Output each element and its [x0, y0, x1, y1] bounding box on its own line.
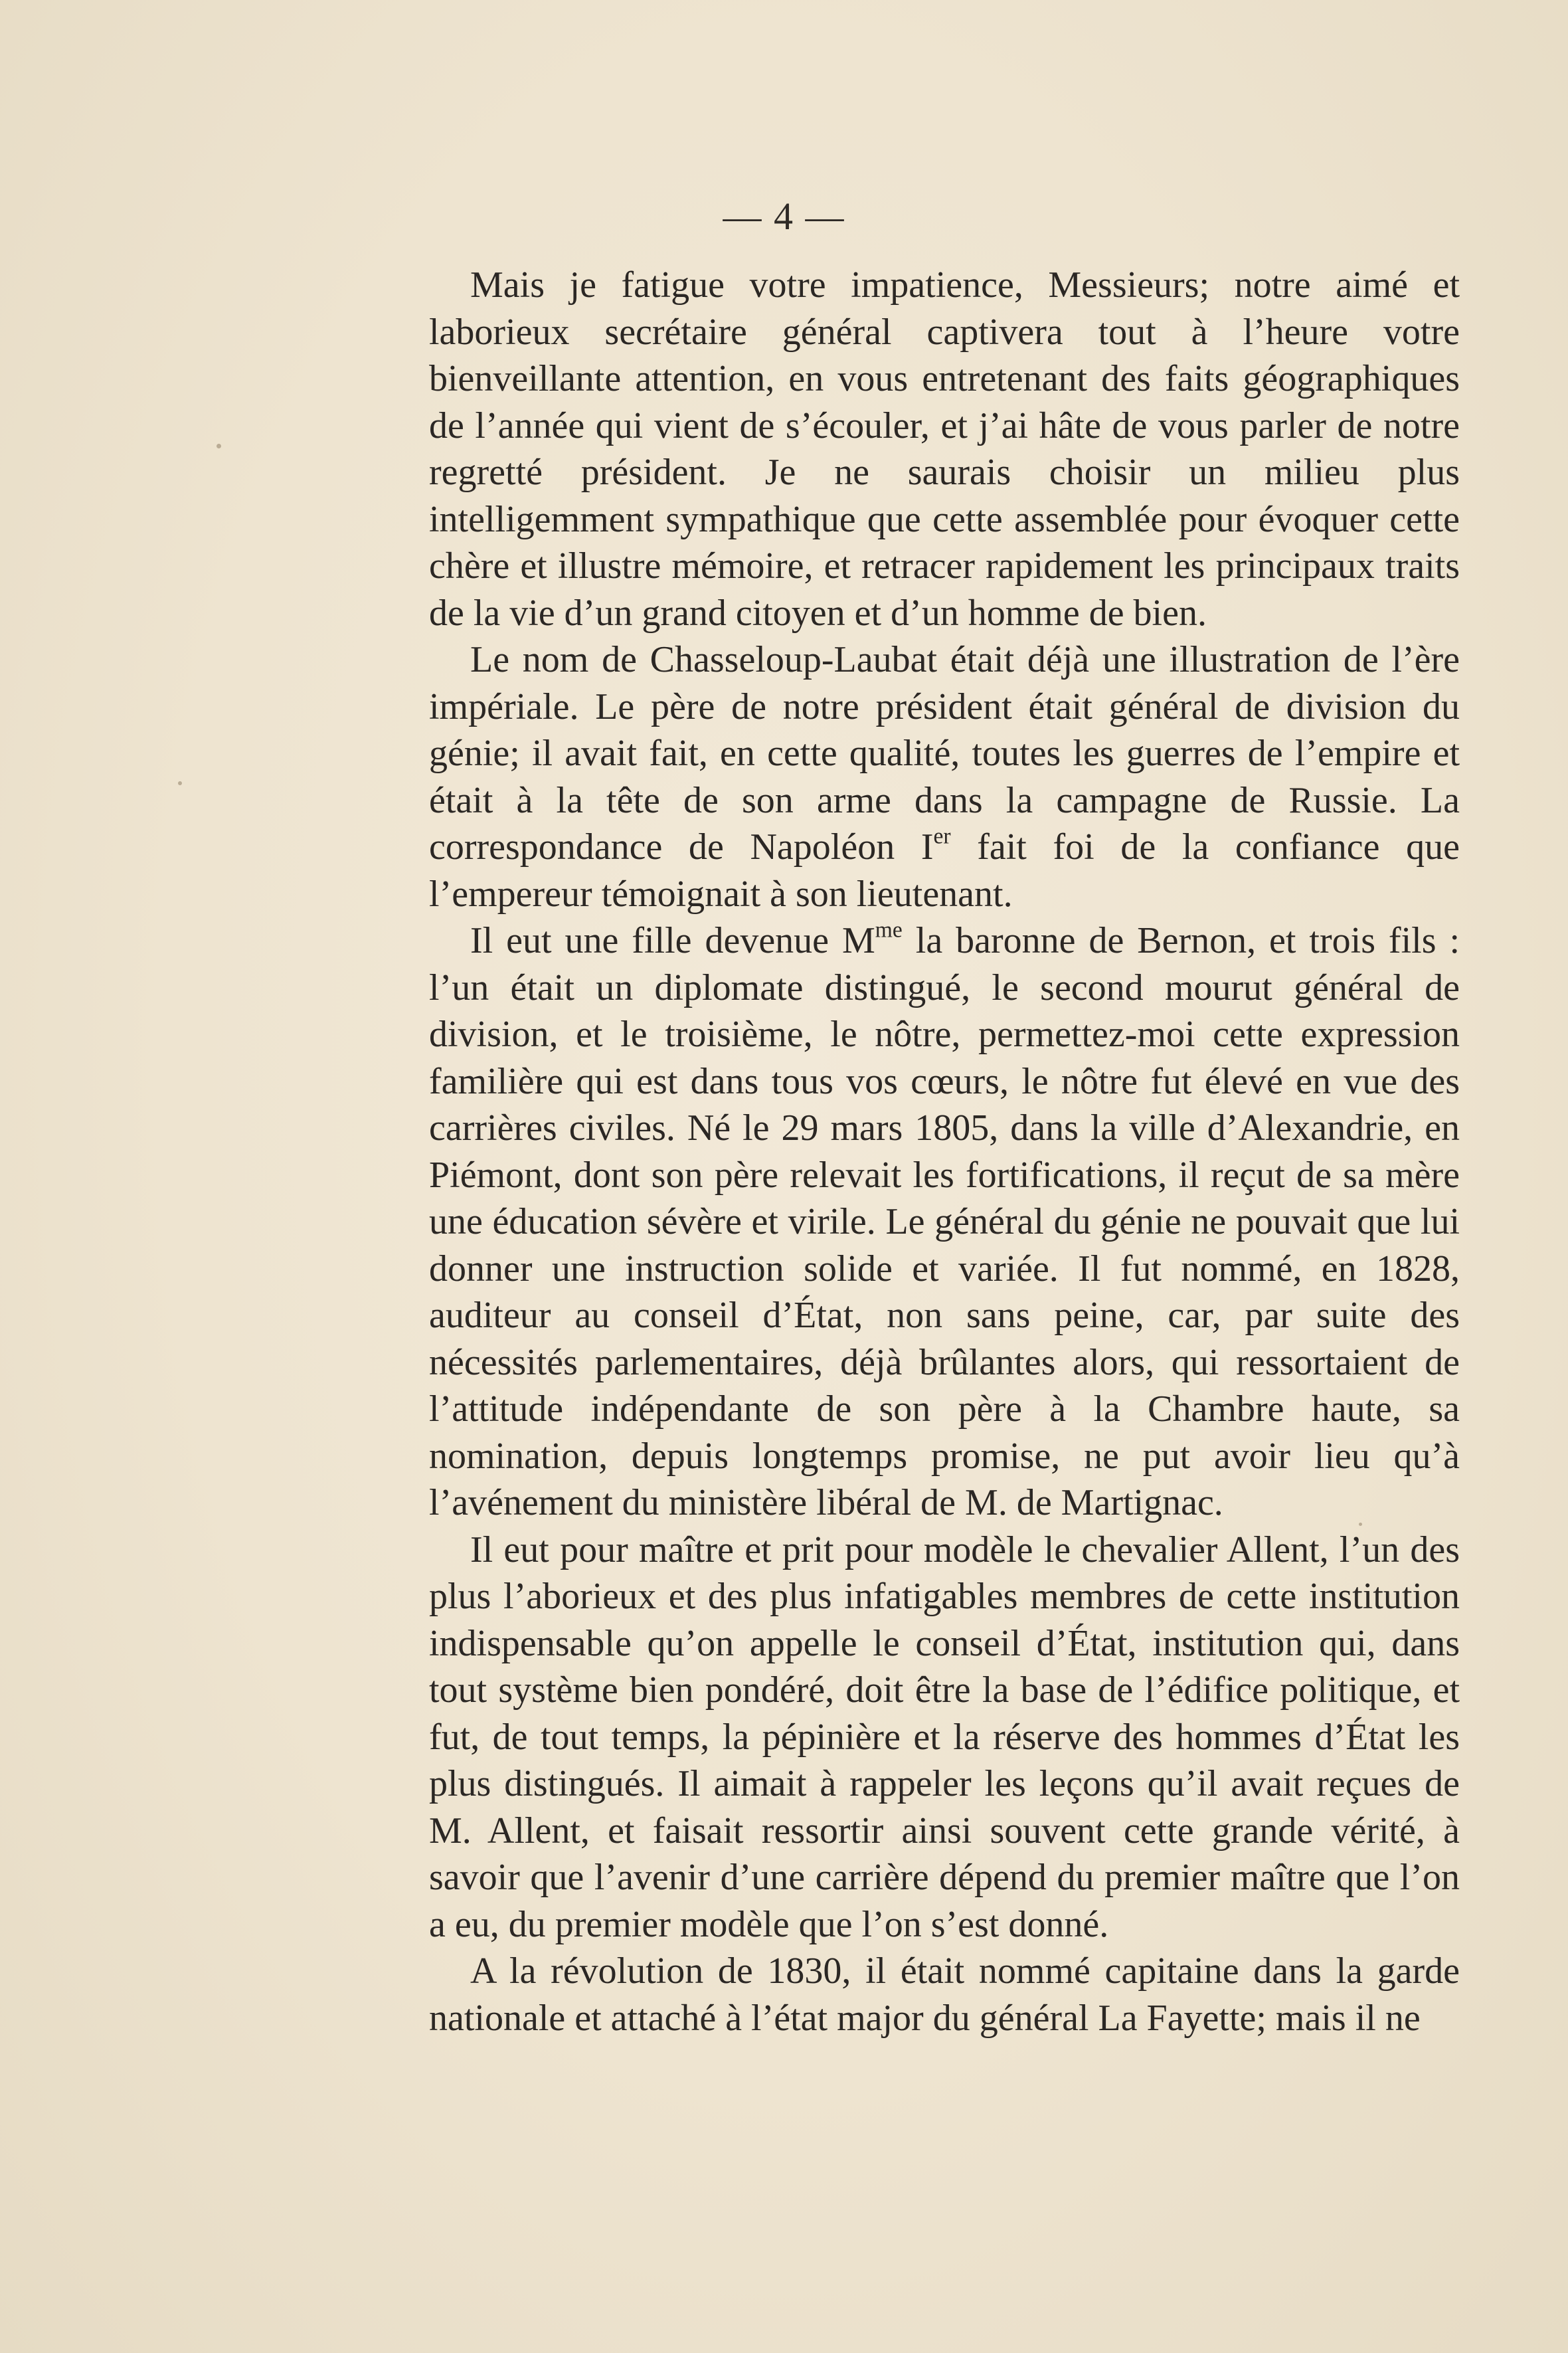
text-run: fait foi de la confiance que l’empereur témoignait à son lieutenant. — [429, 826, 1460, 915]
paper-speck — [178, 781, 182, 785]
paragraph — [429, 1948, 1460, 2041]
text-run: Il eut une fille devenue M — [470, 920, 875, 961]
paragraph — [429, 1527, 1460, 1948]
text-run: A la révolution de 1830, il était nommé capitaine dans la garde nationale et attaché à l’état major du général La Fayette; mais il ne — [429, 1950, 1460, 2039]
paragraph — [429, 262, 1460, 636]
paper-speck — [217, 444, 221, 448]
page-number: — 4 — — [723, 195, 845, 238]
paragraph — [429, 636, 1460, 917]
text-run: Mais je fatigue votre impatience, Messieurs; notre aimé et laborieux secrétaire général captivera tout à l’heure votre bienveillante attention, en vous entretenant des faits géographiques de l’année qui vient de s’écouler, et j’ai hâte de vous parler de notre regretté président. Je ne saurais choisir un milieu plus intelligemment sympathique que cette assemblée pour évoquer cette chère et illustre mémoire, et retracer rapidement les principaux traits de la vie d’un grand citoyen et d’un homme de bien. — [429, 264, 1460, 634]
text-run: Le nom de Chasseloup-Laubat était déjà une illustration de l’ère impériale. Le père de notre président était général de division du génie; il avait fait, en cette qualité, toutes les guerres de l’empire et était à la tête de son arme dans la campagne de Russie. La correspondance de Napoléon I — [429, 639, 1460, 868]
text-run: la baronne de Bernon, et trois fils : l’un était un diplomate distingué, le second mourut général de division, et le troisième, le nôtre, permettez-moi cette expression familière qui est dans tous vos cœurs, le nôtre fut élevé en vue des carrières civiles. Né le 29 mars 1805, dans la ville d’Alexandrie, en Piémont, dont son père relevait les fortifications, il reçut de sa mère une éducation sévère et virile. Le général du génie ne pouvait que lui donner une instruction solide et variée. Il fut nommé, en 1828, auditeur au conseil d’État, non sans peine, car, par suite des nécessités parlementaires, déjà brûlantes alors, qui ressortaient de l’attitude indépendante de son père à la Chambre haute, sa nomination, depuis longtemps promise, ne put avoir lieu qu’à l’avénement du ministère libéral de M. de Martignac. — [429, 920, 1460, 1523]
paragraph — [429, 917, 1460, 1527]
superscript: me — [875, 917, 903, 943]
body-text — [429, 262, 1460, 2041]
superscript: er — [933, 824, 951, 849]
text-run: Il eut pour maître et prit pour modèle le chevalier Allent, l’un des plus l’aborieux et des plus infatigables membres de cette institution indispensable qu’on appelle le conseil d’État, institution qui, dans tout système bien pondéré, doit être la base de l’édifice politique, et fut, de tout temps, la pépinière et la réserve des hommes d’État les plus distingués. Il aimait à rappeler les leçons qu’il avait reçues de M. Allent, et faisait ressortir ainsi souvent cette grande vérité, à savoir que l’avenir d’une carrière dépend du premier maître que l’on a eu, du premier modèle que l’on s’est donné. — [429, 1529, 1460, 1945]
